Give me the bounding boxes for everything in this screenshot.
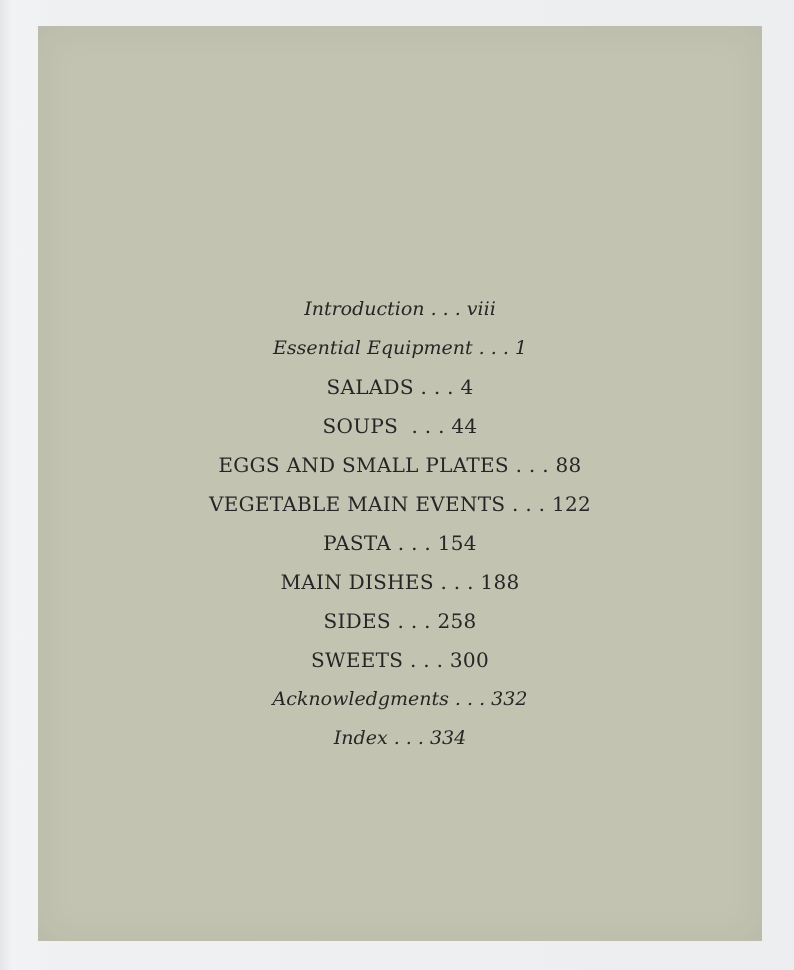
toc-entry-soups: SOUPS . . . 44	[322, 414, 478, 438]
toc-entry-sweets: SWEETS . . . 300	[311, 648, 489, 672]
toc-entry-index: Index . . . 334	[333, 727, 467, 749]
toc-entry-vegetable-main-events: VEGETABLE MAIN EVENTS . . . 122	[208, 492, 592, 516]
contents-page	[38, 26, 762, 941]
toc-entry-eggs-and-small-plates: EGGS AND SMALL PLATES . . . 88	[218, 453, 582, 477]
toc-entry-acknowledgments: Acknowledgments . . . 332	[272, 688, 528, 710]
toc-entry-sides: SIDES . . . 258	[323, 609, 477, 633]
toc-entry-essential-equipment: Essential Equipment . . . 1	[272, 337, 527, 359]
toc-entry-introduction: Introduction . . . viii	[304, 298, 496, 320]
toc-entry-main-dishes: MAIN DISHES . . . 188	[280, 570, 520, 594]
toc-entry-salads: SALADS . . . 4	[326, 375, 474, 399]
toc-entry-pasta: PASTA . . . 154	[323, 531, 477, 555]
table-of-contents	[38, 290, 762, 758]
